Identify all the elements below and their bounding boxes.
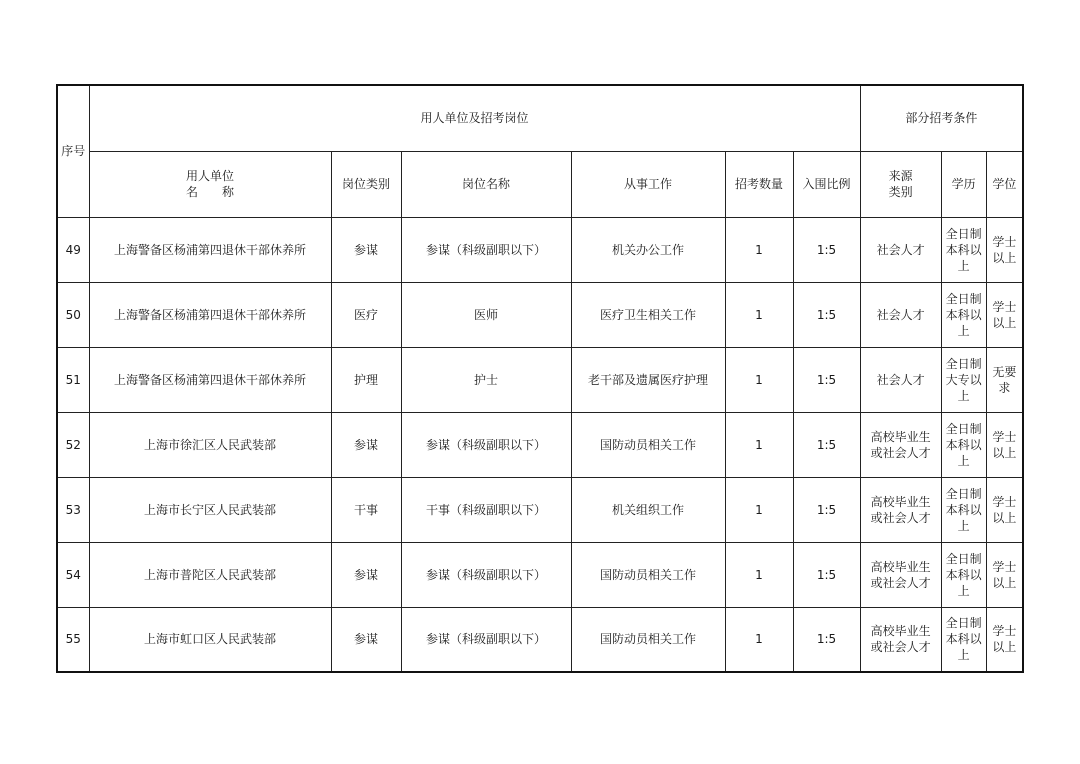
header-row-columns: [57, 151, 1023, 217]
row-quota: 1: [725, 282, 793, 347]
row-education-line: 本科以: [945, 502, 982, 517]
row-category: 参谋: [331, 607, 401, 672]
row-quota: 1: [725, 542, 793, 607]
row-education-line: 大专以: [945, 372, 982, 387]
row-degree-line: 无要: [992, 364, 1017, 379]
row-quota: 1: [725, 607, 793, 672]
row-education-line: 全日制: [945, 421, 982, 436]
header-ratio: 入围比例: [793, 151, 860, 217]
row-source-line: 或社会人才: [870, 575, 931, 590]
row-source: [860, 607, 941, 672]
row-degree: [986, 542, 1023, 607]
table-row: [57, 477, 1023, 542]
row-source-line: 社会人才: [876, 372, 925, 387]
header-seq: 序号: [57, 85, 89, 217]
header-post-category: 岗位类别: [331, 151, 401, 217]
row-unit: 上海警备区杨浦第四退休干部休养所: [89, 347, 331, 412]
row-education: [941, 412, 986, 477]
table-row: [57, 347, 1023, 412]
row-degree: [986, 217, 1023, 282]
row-degree-line: 以上: [992, 250, 1017, 265]
row-degree-line: 以上: [992, 575, 1017, 590]
header-unit-line1: 用人单位: [185, 169, 234, 183]
row-education-line: 上: [957, 518, 970, 533]
row-degree: [986, 477, 1023, 542]
row-source: [860, 477, 941, 542]
row-education-line: 全日制: [945, 616, 982, 631]
row-category: 护理: [331, 347, 401, 412]
row-education-line: 上: [957, 648, 970, 663]
row-ratio: 1:5: [793, 477, 860, 542]
row-education-line: 全日制: [945, 486, 982, 501]
header-work: 从事工作: [571, 151, 725, 217]
row-source: [860, 542, 941, 607]
row-quota: 1: [725, 477, 793, 542]
row-education: [941, 607, 986, 672]
row-degree-line: 学士: [992, 299, 1017, 314]
row-work: 国防动员相关工作: [571, 607, 725, 672]
row-unit: 上海警备区杨浦第四退休干部休养所: [89, 282, 331, 347]
row-work: 机关办公工作: [571, 217, 725, 282]
row-work: 医疗卫生相关工作: [571, 282, 725, 347]
row-quota: 1: [725, 347, 793, 412]
row-degree-line: 学士: [992, 624, 1017, 639]
row-education-line: 上: [957, 583, 970, 598]
row-degree: [986, 347, 1023, 412]
row-post: 参谋（科级副职以下）: [401, 607, 571, 672]
row-source: [860, 347, 941, 412]
row-quota: 1: [725, 412, 793, 477]
row-source: [860, 217, 941, 282]
row-post: 干事（科级副职以下）: [401, 477, 571, 542]
row-degree-line: 学士: [992, 559, 1017, 574]
row-degree: [986, 282, 1023, 347]
header-post-name: 岗位名称: [401, 151, 571, 217]
row-education-line: 本科以: [945, 307, 982, 322]
row-degree: [986, 607, 1023, 672]
header-group-main: 用人单位及招考岗位: [89, 85, 860, 151]
row-source-line: 社会人才: [876, 242, 925, 257]
header-source-line2: 类别: [888, 185, 913, 199]
row-source-line: 高校毕业生: [870, 494, 931, 509]
row-education: [941, 217, 986, 282]
table-row: [57, 282, 1023, 347]
row-seq: 54: [57, 542, 89, 607]
row-education-line: 上: [957, 453, 970, 468]
row-degree-line: 学士: [992, 429, 1017, 444]
row-ratio: 1:5: [793, 542, 860, 607]
header-unit-line2: 名 称: [185, 185, 234, 199]
row-seq: 51: [57, 347, 89, 412]
row-category: 参谋: [331, 412, 401, 477]
row-education: [941, 347, 986, 412]
row-post: 参谋（科级副职以下）: [401, 412, 571, 477]
row-unit: 上海市普陀区人民武装部: [89, 542, 331, 607]
row-category: 参谋: [331, 542, 401, 607]
row-education: [941, 282, 986, 347]
row-unit: 上海市虹口区人民武装部: [89, 607, 331, 672]
row-source-line: 高校毕业生: [870, 624, 931, 639]
row-education-line: 上: [957, 258, 970, 273]
row-work: 老干部及遗属医疗护理: [571, 347, 725, 412]
row-education-line: 本科以: [945, 242, 982, 257]
row-post: 参谋（科级副职以下）: [401, 542, 571, 607]
row-seq: 50: [57, 282, 89, 347]
row-source-line: 或社会人才: [870, 445, 931, 460]
row-degree-line: 以上: [992, 445, 1017, 460]
table-row: [57, 412, 1023, 477]
row-source-line: 或社会人才: [870, 640, 931, 655]
row-degree-line: 学士: [992, 234, 1017, 249]
row-source-line: 高校毕业生: [870, 429, 931, 444]
header-unit: [89, 151, 331, 217]
row-education: [941, 477, 986, 542]
row-quota: 1: [725, 217, 793, 282]
row-work: 机关组织工作: [571, 477, 725, 542]
row-degree-line: 以上: [992, 315, 1017, 330]
row-education-line: 本科以: [945, 437, 982, 452]
row-ratio: 1:5: [793, 607, 860, 672]
row-education-line: 全日制: [945, 226, 982, 241]
row-seq: 52: [57, 412, 89, 477]
header-quota: 招考数量: [725, 151, 793, 217]
row-ratio: 1:5: [793, 412, 860, 477]
row-education-line: 上: [957, 388, 970, 403]
header-education: 学历: [941, 151, 986, 217]
recruitment-table: [56, 84, 1024, 673]
header-source-line1: 来源: [888, 169, 913, 183]
row-degree-line: 求: [998, 380, 1011, 395]
row-seq: 55: [57, 607, 89, 672]
row-degree: [986, 412, 1023, 477]
header-degree: 学位: [986, 151, 1023, 217]
row-post: 参谋（科级副职以下）: [401, 217, 571, 282]
row-education-line: 全日制: [945, 356, 982, 371]
row-degree-line: 以上: [992, 510, 1017, 525]
header-row-group: [57, 85, 1023, 151]
row-ratio: 1:5: [793, 217, 860, 282]
table-row: [57, 542, 1023, 607]
row-seq: 49: [57, 217, 89, 282]
row-category: 干事: [331, 477, 401, 542]
row-category: 医疗: [331, 282, 401, 347]
row-education-line: 本科以: [945, 567, 982, 582]
row-work: 国防动员相关工作: [571, 412, 725, 477]
row-ratio: 1:5: [793, 282, 860, 347]
row-post: 医师: [401, 282, 571, 347]
row-post: 护士: [401, 347, 571, 412]
row-seq: 53: [57, 477, 89, 542]
row-work: 国防动员相关工作: [571, 542, 725, 607]
row-ratio: 1:5: [793, 347, 860, 412]
row-unit: 上海市长宁区人民武装部: [89, 477, 331, 542]
header-source: [860, 151, 941, 217]
row-unit: 上海市徐汇区人民武装部: [89, 412, 331, 477]
row-education: [941, 542, 986, 607]
row-degree-line: 以上: [992, 640, 1017, 655]
header-group-conditions: 部分招考条件: [860, 85, 1023, 151]
row-education-line: 上: [957, 323, 970, 338]
row-degree-line: 学士: [992, 494, 1017, 509]
table-row: [57, 217, 1023, 282]
row-source-line: 社会人才: [876, 307, 925, 322]
row-source-line: 或社会人才: [870, 510, 931, 525]
row-education-line: 全日制: [945, 551, 982, 566]
row-education-line: 本科以: [945, 632, 982, 647]
row-source: [860, 412, 941, 477]
table-row: [57, 607, 1023, 672]
row-education-line: 全日制: [945, 291, 982, 306]
row-category: 参谋: [331, 217, 401, 282]
row-source-line: 高校毕业生: [870, 559, 931, 574]
row-source: [860, 282, 941, 347]
row-unit: 上海警备区杨浦第四退休干部休养所: [89, 217, 331, 282]
